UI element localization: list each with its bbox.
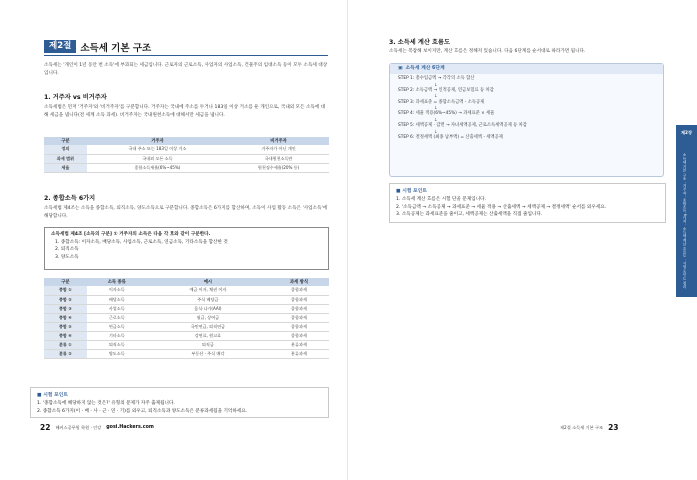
table2-cell: 종합 ② [44,295,87,304]
table-row [44,154,329,163]
table2-header: 구분 [44,278,87,286]
exam-tip-title: ■ 시험 포인트 [37,393,69,398]
chapter-side-tab [676,125,697,297]
flow-step: STEP 3: 과세표준 = 종합소득금액 - 소득공제 [398,99,485,105]
table1-cell: 세율 [44,163,87,172]
section1-body: 소득세법은 먼저 '거주자'와 '비거주자'를 구분합니다. 거주자는 국내에 주소를 두거나 183일 이상 거소를 둔 개인으로, 국내외 모든 소득에 대해 세금을 냅니다(전 세계 소득 과세). 비거주자는 국내원천소득에 대해서만 세금을 냅니다. [44,105,326,119]
exam-tip-box-left [30,387,329,418]
table2-cell: 사업소득 [87,304,147,313]
table2-cell: 퇴직소득 [87,340,147,349]
table1-header: 비거주자 [228,137,329,145]
table2-cell: 근로소득 [87,313,147,322]
pin-icon: ■ [396,189,403,194]
table2-cell: 종합과세 [269,295,329,304]
table-row [44,322,329,331]
table1-cell: 원천징수세율(20% 등) [228,163,329,172]
table2-cell: 종합 ⑥ [44,331,87,340]
exam-tip-line: 1. '종합소득에 해당하지 않는 것은?' 유형의 문제가 자주 출제됩니다. [37,401,175,406]
chapter-title: 소득세 기본 구조 [80,42,152,54]
section2-body: 소득세법 제4조는 소득을 종합소득, 퇴직소득, 양도소득으로 구분합니다. 종합소득은 6가지를 합산하며, 소득이 사업 활동 소득은 '사업소득'에 해당합니다. [44,206,328,220]
table2-cell: 분류 ① [44,340,87,349]
flow-step: STEP 1: 총수입금액 → 각각의 소득 합산 [398,76,475,81]
table1-cell: 종합소득세율(6%~45%) [87,163,228,172]
section3-body: 소득세는 복잡해 보이지만, 계산 흐름은 정해져 있습니다. 다음 6단계를 순서대로 따라가면 됩니다. [389,49,586,54]
table2-cell: 연금소득 [87,322,147,331]
flow-step: STEP 4: 세율 적용(6%~45%) → 과세표준 × 세율 [398,111,495,117]
table2-cell: 종합과세 [269,313,329,322]
table2-header: 과세 방식 [269,278,329,286]
table-row [44,340,329,349]
exam-tip-line: 3. 소득공제는 과세표준을 줄이고, 세액공제는 산출세액을 직접 줄입니다. [396,212,543,217]
table1-header: 구분 [44,137,87,145]
table1-cell: 정의 [44,145,87,154]
chapter-tag: 제2절 [44,40,76,53]
table-row [44,304,329,313]
table2-cell: 국민연금, 퇴직연금 [147,322,269,331]
table2-cell: 종합 ⑤ [44,322,87,331]
table-row [44,163,329,172]
table2-cell: 음식·나가(AAI) [147,304,269,313]
table2-cell: 이자소득 [87,286,147,295]
table2-cell: 종합과세 [269,331,329,340]
section1-heading: 1. 거주자 vs 비거주자 [44,94,107,101]
table2-cell: 종합 ④ [44,313,87,322]
table-row [44,331,329,340]
law-citation-box [44,227,329,270]
law-item: 1. 종합소득: 이자소득, 배당소득, 사업소득, 근로소득, 연금소득, 기타소득을 합산한 것 [55,239,228,245]
table1-cell: 국내 주소 또는 183일 이상 거소 [87,145,228,154]
table2-cell: 양도소득 [87,349,147,358]
page-number: 22 [40,423,51,432]
section3-heading: 3. 소득세 계산 흐름도 [389,39,450,46]
table2-cell: 기타소득 [87,331,147,340]
law-item: 3. 양도소득 [55,254,79,260]
pin-icon: ■ [37,393,44,398]
table1-cell: 국내원천소득만 [228,154,329,163]
flow-step: STEP 6: 결정세액 (최종 납부액) = 산출세액 - 세액공제 [398,134,503,140]
side-tab-chapter: 제2장 [680,130,692,135]
arrow-down-icon: ↓ [434,82,438,88]
right-footer [560,423,619,432]
table2-cell: 배당소득 [87,295,147,304]
residency-table [44,137,329,173]
intro-paragraph: 소득세는 '개인이 1년 동안 번 소득'에 부과되는 세금입니다. 근로자의 근로소득, 사업자의 사업소득, 건물주의 임대소득 등이 모두 소득세 대상입니다. [44,63,328,77]
flow-step: STEP 5: 세액공제 · 감면 → 자녀세액공제, 근로소득세액공제 등 차감 [398,123,527,129]
calculator-icon: ▣ [398,66,403,71]
table2-header: 소득 종류 [87,278,147,286]
income-types-table [44,278,329,359]
left-footer [40,423,154,432]
arrow-down-icon: ↓ [434,129,438,135]
table2-header: 예시 [147,278,269,286]
page-number: 23 [608,423,619,432]
calculation-flow-box [389,63,664,177]
table2-cell: 종합 ③ [44,304,87,313]
chapter-heading [44,40,151,53]
exam-tip-line: 2. '소득금액 → 소득공제 → 과세표준 → 세율 적용 → 산출세액 → 세액공제 → 결정세액' 순서를 외우세요. [396,204,607,210]
table2-cell: 분류과세 [269,349,329,358]
table2-cell: 종합 ① [44,286,87,295]
table-row [44,286,329,295]
section2-heading: 2. 종합소득 6가지 [44,195,96,202]
table2-cell: 강연료, 원고료 [147,331,269,340]
exam-tip-title: ■ 시험 포인트 [396,189,428,194]
table1-cell: 과세 범위 [44,154,87,163]
table2-cell: 월급, 상여금 [147,313,269,322]
flow-step: STEP 2: 소득금액 → 인적공제, 연금보험료 등 차감 [398,87,494,93]
arrow-down-icon: ↓ [434,117,438,123]
chapter-rule [44,55,328,56]
table2-cell: 종합과세 [269,322,329,331]
table1-header: 거주자 [87,137,228,145]
exam-tip-line: 1. 소득세 계산 흐름은 시험 단골 문제입니다. [396,197,487,202]
table-row [44,295,329,304]
arrow-down-icon: ↓ [434,94,438,100]
law-item: 2. 퇴직소득 [55,247,79,252]
exam-tip-line: 2. 종합소득 6가지(이 · 배 · 사 · 근 · 연 · 기)를 외우고, 퇴직소득과 양도소득은 분류과세됨을 기억하세요. [37,408,248,414]
table2-cell: 퇴직금 [147,340,269,349]
running-title: 제2절 소득세 기본 구조 [560,424,604,430]
table-row [44,313,329,322]
table2-cell: 분류과세 [269,340,329,349]
law-title: 소득세법 제4조 [소득의 구분] ① 거주자의 소득은 다음 각 호와 같이 구분한다. [51,232,211,237]
table2-cell: 주식 배당금 [147,295,269,304]
book-series: 해커스공무원 학원 · 인강 [55,424,102,430]
table2-cell: 부동산 · 주식 매각 [147,349,269,358]
table2-cell: 분류 ② [44,349,87,358]
table2-cell: 종합과세 [269,286,329,295]
side-tab-contents: 소득세 기본 구조 · 거주자 · 종합소득 6가지 · 소득세 계산 흐름도 · 시험 포인트 정리 [683,153,687,289]
table1-cell: 국내외 모든 소득 [87,154,228,163]
arrow-down-icon: ↓ [434,106,438,112]
site-url: gosi.Hackers.com [106,425,154,430]
table-row [44,145,329,154]
table2-cell: 종합과세 [269,304,329,313]
table2-cell: 예금 이자, 채권 이자 [147,286,269,295]
flow-title: ▣ 소득세 계산 6단계 [390,64,663,74]
exam-tip-box-right [389,183,666,223]
table1-cell: 거주자가 아닌 개인 [228,145,329,154]
table-row [44,349,329,358]
